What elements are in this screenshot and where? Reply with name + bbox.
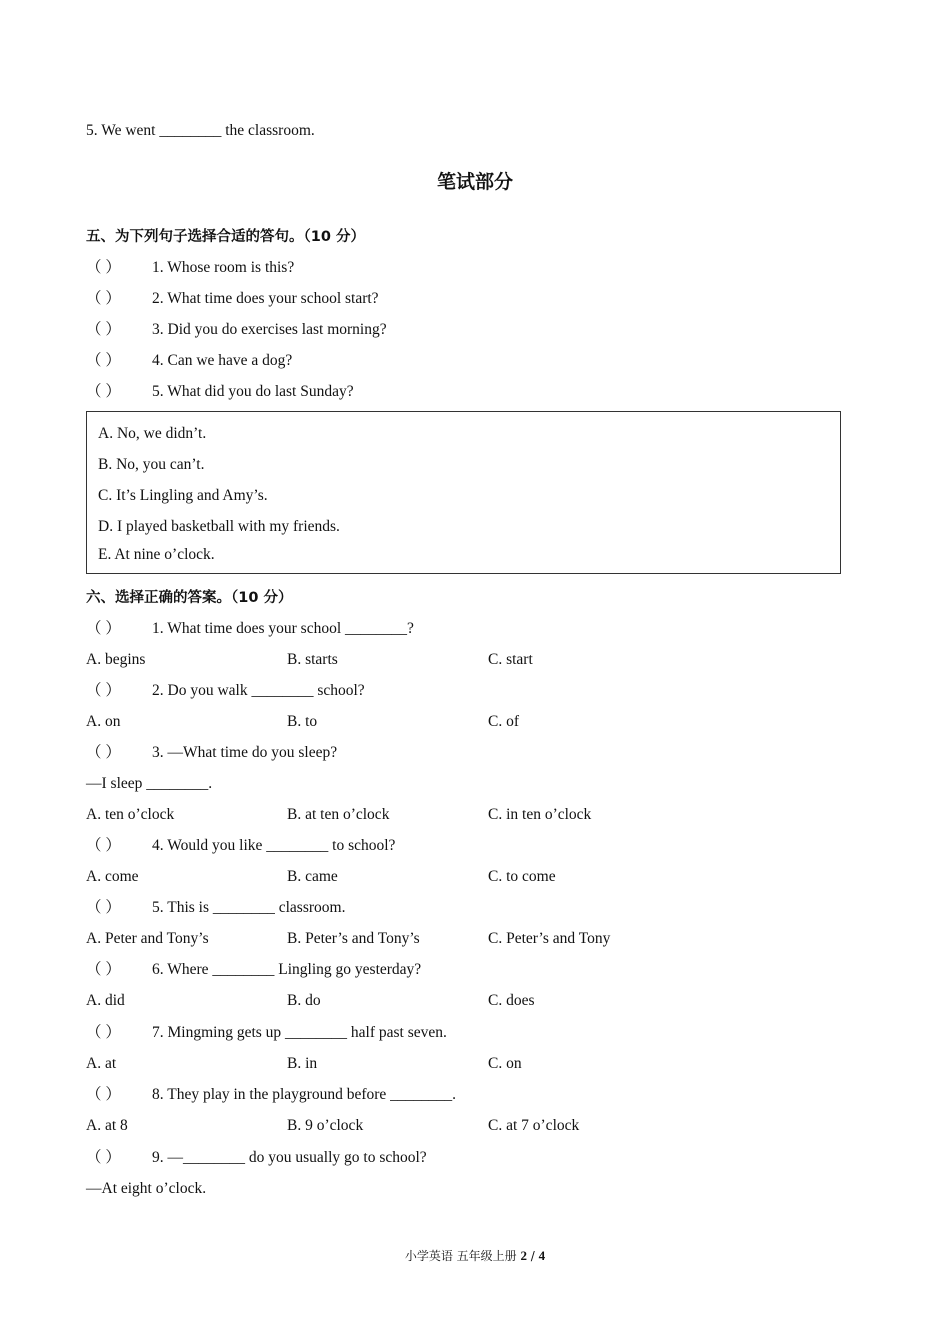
s6-question-6: （ ） 6. Where ________ Lingling go yesterday? xyxy=(86,961,422,978)
answer-paren[interactable]: （ ） xyxy=(86,620,121,637)
s6-question-1: （ ） 1. What time does your school ________? xyxy=(86,620,414,637)
s6-question-9: （ ） 9. —________ do you usually go to school? xyxy=(86,1149,427,1166)
previous-question-5: 5. We went ________ the classroom. xyxy=(86,122,315,139)
s6-question-7: （ ） 7. Mingming gets up ________ half past seven. xyxy=(86,1024,447,1041)
answer-paren[interactable]: （ ） xyxy=(86,383,121,400)
s6-q7-option-c: C. on xyxy=(488,1055,522,1072)
answer-paren[interactable]: （ ） xyxy=(86,1149,121,1166)
s6-q8-option-a: A. at 8 xyxy=(86,1117,128,1134)
answer-paren[interactable]: （ ） xyxy=(86,259,121,276)
s5-question-2: （ ） 2. What time does your school start? xyxy=(86,290,379,307)
answer-paren[interactable]: （ ） xyxy=(86,682,121,699)
answer-option-c: C. It’s Lingling and Amy’s. xyxy=(98,487,268,504)
page-title: 笔试部分 xyxy=(436,171,513,193)
s6-q4-option-a: A. come xyxy=(86,868,139,885)
answer-paren[interactable]: （ ） xyxy=(86,290,121,307)
s6-q9-reply: —At eight o’clock. xyxy=(86,1180,207,1197)
s6-q3-reply: —I sleep ________. xyxy=(86,775,213,792)
answer-paren[interactable]: （ ） xyxy=(86,961,121,978)
s6-question-3: （ ） 3. —What time do you sleep? xyxy=(86,744,338,761)
answer-paren[interactable]: （ ） xyxy=(86,899,121,916)
s6-q4-option-b: B. came xyxy=(287,868,338,885)
answer-paren[interactable]: （ ） xyxy=(86,1086,121,1103)
s6-q5-option-a: A. Peter and Tony’s xyxy=(86,930,209,947)
s6-q5-option-c: C. Peter’s and Tony xyxy=(488,930,611,947)
answer-option-d: D. I played basketball with my friends. xyxy=(98,518,340,535)
page-number: 2 xyxy=(520,1248,527,1263)
answer-option-a: A. No, we didn’t. xyxy=(98,425,207,442)
s6-q8-option-b: B. 9 o’clock xyxy=(287,1117,364,1134)
s6-q7-option-b: B. in xyxy=(287,1055,318,1072)
s6-question-5: （ ） 5. This is ________ classroom. xyxy=(86,899,346,916)
answer-paren[interactable]: （ ） xyxy=(86,352,121,369)
s5-question-1: （ ） 1. Whose room is this? xyxy=(86,259,295,276)
s6-q1-option-b: B. starts xyxy=(287,651,338,668)
s6-q3-option-c: C. in ten o’clock xyxy=(488,806,592,823)
answer-paren[interactable]: （ ） xyxy=(86,1024,121,1041)
s6-q3-option-a: A. ten o’clock xyxy=(86,806,175,823)
s6-q6-option-c: C. does xyxy=(488,992,535,1009)
s6-q3-option-b: B. at ten o’clock xyxy=(287,806,390,823)
s6-q5-option-b: B. Peter’s and Tony’s xyxy=(287,930,420,947)
s6-q7-option-a: A. at xyxy=(86,1055,117,1072)
s5-question-4: （ ） 4. Can we have a dog? xyxy=(86,352,293,369)
s6-question-2: （ ） 2. Do you walk ________ school? xyxy=(86,682,365,699)
answer-option-b: B. No, you can’t. xyxy=(98,456,205,473)
s6-q6-option-b: B. do xyxy=(287,992,321,1009)
s6-question-4: （ ） 4. Would you like ________ to school? xyxy=(86,837,396,854)
s6-q2-option-b: B. to xyxy=(287,713,318,730)
s6-q4-option-c: C. to come xyxy=(488,868,556,885)
answer-option-e: E. At nine o’clock. xyxy=(98,546,215,563)
s5-question-5: （ ） 5. What did you do last Sunday? xyxy=(86,383,354,400)
s5-question-3: （ ） 3. Did you do exercises last morning? xyxy=(86,321,387,338)
s6-q1-option-c: C. start xyxy=(488,651,533,668)
page-footer: 小学英语 五年级上册 2 / 4 xyxy=(404,1248,546,1263)
answer-paren[interactable]: （ ） xyxy=(86,744,121,761)
s6-q2-option-c: C. of xyxy=(488,713,519,730)
answer-paren[interactable]: （ ） xyxy=(86,837,121,854)
answer-paren[interactable]: （ ） xyxy=(86,321,121,338)
s6-q8-option-c: C. at 7 o’clock xyxy=(488,1117,580,1134)
s6-q6-option-a: A. did xyxy=(86,992,125,1009)
page-total: 4 xyxy=(538,1248,546,1263)
section5-heading: 五、为下列句子选择合适的答句。（10 分） xyxy=(86,229,365,245)
s6-q2-option-a: A. on xyxy=(86,713,121,730)
s6-q1-option-a: A. begins xyxy=(86,651,146,668)
s6-question-8: （ ） 8. They play in the playground before ________. xyxy=(86,1086,457,1103)
section6-heading: 六、选择正确的答案。（10 分） xyxy=(86,590,293,606)
